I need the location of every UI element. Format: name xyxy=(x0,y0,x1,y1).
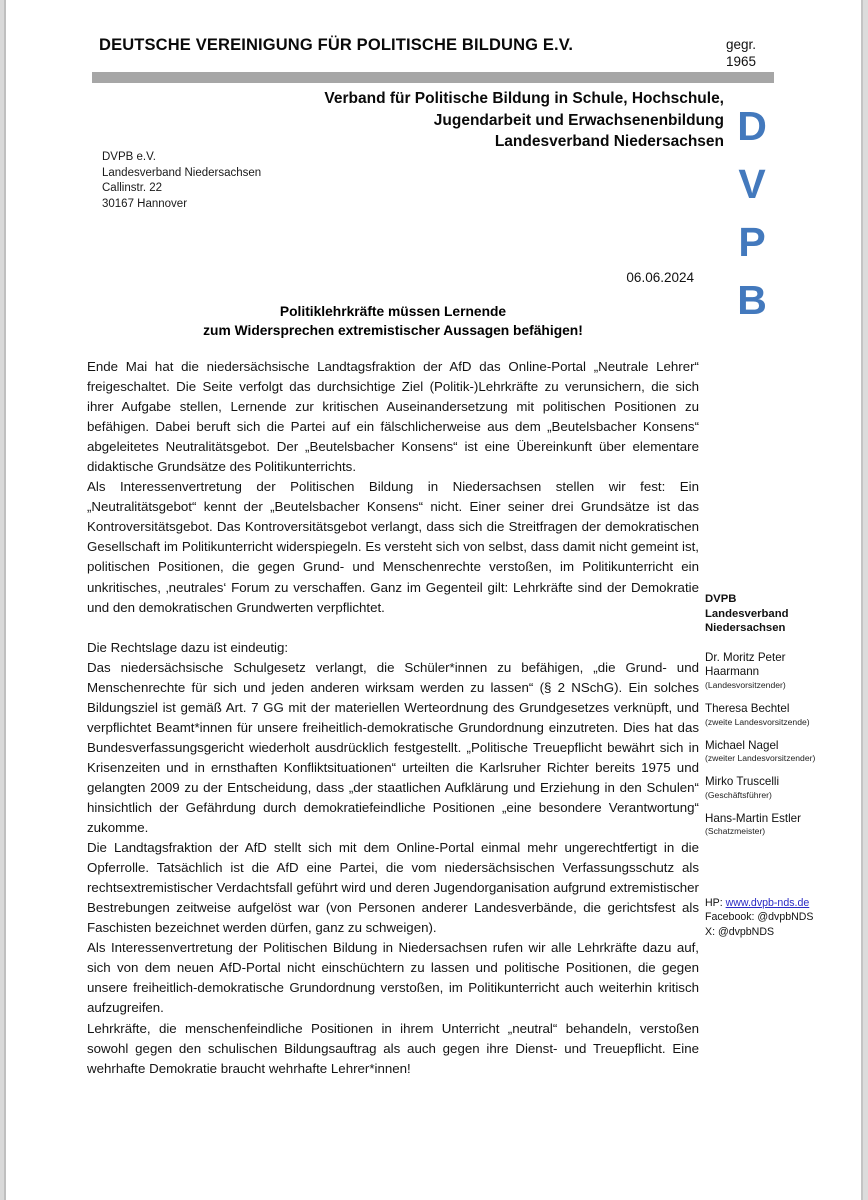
subtitle-line-1: Verband für Politische Bildung in Schule, Hochschule, xyxy=(324,90,724,107)
board-member-name-cont: Haarmann xyxy=(705,665,760,679)
board-member-name: Michael Nagel xyxy=(705,738,779,752)
board-member xyxy=(705,739,855,765)
letterhead-subtitle xyxy=(264,88,724,153)
board-member xyxy=(705,651,855,691)
body-paragraph: Das niedersächsische Schulgesetz verlangt, die Schüler*innen zu befähigen, „die Grund- und Menschenrechte für sich und jeden anderen wirksam werden zu lassen“ (§ 2 NSchG). Ein solches Bildungsziel ist gemäß Art. 7 GG mit der materiellen Werteordnung des Grundgesetzes verknüpft, und verpflichtet Beamt*innen für unsere freiheitlich-demokratische Grundordnung einzutreten. Dies hat das Bundesverfassungsgericht wiederholt ausdrücklich festgestellt. „Politische Treuepflicht bewährt sich in Krisenzeiten und in ernsthaften Konfliktsituationen“ urteilten die Karlsruher Richter bereits 1975 und gelangten 2009 zu der Entscheidung, dass „der staatlichen Aufklärung und Erziehung in den Schulen“ hinsichtlich der Gefährdung durch demokratiefeindliche Positionen „eine besondere Verantwortung“ zukomme. xyxy=(87,659,699,836)
letter-title-line-2: zum Widersprechen extremistischer Aussagen befähigen! xyxy=(203,323,583,338)
board-member-name: Hans-Martin Estler xyxy=(705,811,801,825)
board-member-role: (zweite Landesvorsitzende) xyxy=(705,716,810,727)
organization-masthead: DEUTSCHE VEREINIGUNG FÜR POLITISCHE BILDUNG E.V. xyxy=(99,36,574,54)
homepage-line xyxy=(705,896,865,910)
sender-address xyxy=(102,150,261,212)
homepage-link[interactable]: www.dvpb-nds.de xyxy=(725,897,810,909)
body-paragraph: Als Interessenvertretung der Politischen Bildung in Niedersachsen stellen wir fest: Ein „Neutralitätsgebot“ kennt der „Beutelsbacher Konsens“ nicht. Einer seiner drei Grundsätze ist das Kontroversitätsgebot. Das Kontroversitätsgebot verlangt, dass sich die Streitfragen der demokratischen Gesellschaft im Politikunterricht widerspiegeln. Es versteht sich von selbst, dass damit nicht gemeint ist, politischen Positionen, die gegen Grund- und Menschenrechte verstoßen, im Politikunterricht ein unkritisches, ‚neutrales‘ Forum zu verschaffen. Ganz im Gegenteil gilt: Lehrkräfte sind der Demokratie und den demokratischen Grundwerten verpflichtet. xyxy=(87,479,699,615)
subtitle-line-3: Landesverband Niedersachsen xyxy=(494,133,724,150)
letter-title xyxy=(87,302,699,340)
sidebar-org-line-3: Niedersachsen xyxy=(705,622,786,635)
logo-letter-d: D xyxy=(737,103,767,149)
founded-label: gegr. xyxy=(726,37,757,52)
body-paragraph: Ende Mai hat die niedersächsische Landtagsfraktion der AfD das Online-Portal „Neutrale Lehrer“ freigeschaltet. Die Seite verfolgt das durchsichtige Ziel (Politik-)Lehrkräfte zu verunsichern, die sich ihrer Aufgabe stellen, Lernende zur kritischen Auseinandersetzung mit politischen Positionen zu befähigen. Dabei beruft sich die Partei auf ein fälschlicherweise aus dem „Beutelsbacher Konsens“ abgeleitetes Neutralitätsgebot. Der „Beutelsbacher Konsens“ ist eine Übereinkunft über elementare didaktische Grundsätze des Politikunterrichts. xyxy=(87,359,699,475)
sidebar-org-line-1: DVPB xyxy=(705,593,737,605)
board-member-name: Mirko Truscelli xyxy=(705,775,780,789)
header-rule xyxy=(92,72,774,83)
board-member xyxy=(705,702,855,728)
contact-block xyxy=(705,896,865,939)
board-member-role: (Landesvorsitzender) xyxy=(705,679,786,690)
facebook-handle: Facebook: @dvpbNDS xyxy=(705,911,814,924)
dvpb-logo xyxy=(726,97,778,329)
logo-letter-b: B xyxy=(737,277,767,323)
logo-letter-p: P xyxy=(738,219,766,265)
sender-line-1: DVPB e.V. xyxy=(102,151,156,163)
letter-body xyxy=(87,357,699,1079)
subtitle-line-2: Jugendarbeit und Erwachsenenbildung xyxy=(433,111,724,129)
sidebar-org-heading xyxy=(705,592,855,636)
body-paragraph: Die Rechtslage dazu ist eindeutig: xyxy=(87,639,289,655)
sender-line-3: Callinstr. 22 xyxy=(102,182,163,194)
sidebar-org-line-2: Landesverband xyxy=(705,607,789,620)
letter-title-line-1: Politiklehrkräfte müssen Lernende xyxy=(279,304,507,319)
body-paragraph: Die Landtagsfraktion der AfD stellt sich mit dem Online-Portal einmal mehr ungerechtfertigt in die Opferrolle. Tatsächlich ist die AfD eine Partei, die vom niedersächsischen Verfassungsschutz als rechtsextremistischer Verdachtsfall geführt wird und deren Jugendorganisation aufgrund extremistischer Bestrebungen zeitweise aufgelöst war (von Personen anderer Landesverbände, die gerichtsfest als Faschisten bezeichnet werden dürfen, ganz zu schweigen). xyxy=(87,840,699,936)
sender-line-4: 30167 Hannover xyxy=(102,197,188,210)
board-member-name: Dr. Moritz Peter xyxy=(705,650,786,664)
board-member-role: (Geschäftsführer) xyxy=(705,789,772,800)
board-member-name: Theresa Bechtel xyxy=(705,701,790,715)
x-handle: X: @dvpbNDS xyxy=(705,925,775,938)
founded-block xyxy=(726,36,796,70)
body-paragraph: Als Interessenvertretung der Politischen Bildung in Niedersachsen rufen wir alle Lehrkräfte dazu auf, sich von dem neuen AfD-Portal nicht einschüchtern zu lassen und politische Positionen, die gegen unsere freiheitlich-demokratische Grundordnung verstoßen, im Politikunterricht auch weiterhin kritisch aufzugreifen. xyxy=(87,940,699,1016)
body-paragraph: Lehrkräfte, die menschenfeindliche Positionen in ihrem Unterricht „neutral“ behandeln, verstoßen sowohl gegen den schulischen Bildungsauftrag als auch gegen ihre Dienst- und Treuepflicht. Eine wehrhafte Demokratie braucht wehrhafte Lehrer*innen! xyxy=(87,1020,699,1076)
board-sidebar xyxy=(705,592,855,848)
letter-date: 06.06.2024 xyxy=(626,270,694,285)
board-member-role: (zweiter Landesvorsitzender) xyxy=(705,753,816,764)
logo-letter-v: V xyxy=(738,161,766,207)
board-member-role: (Schatzmeister) xyxy=(705,826,766,837)
sender-line-2: Landesverband Niedersachsen xyxy=(102,166,262,179)
homepage-label: HP: xyxy=(705,897,723,909)
board-member xyxy=(705,812,855,838)
board-member xyxy=(705,775,855,801)
founded-year: 1965 xyxy=(726,54,757,69)
